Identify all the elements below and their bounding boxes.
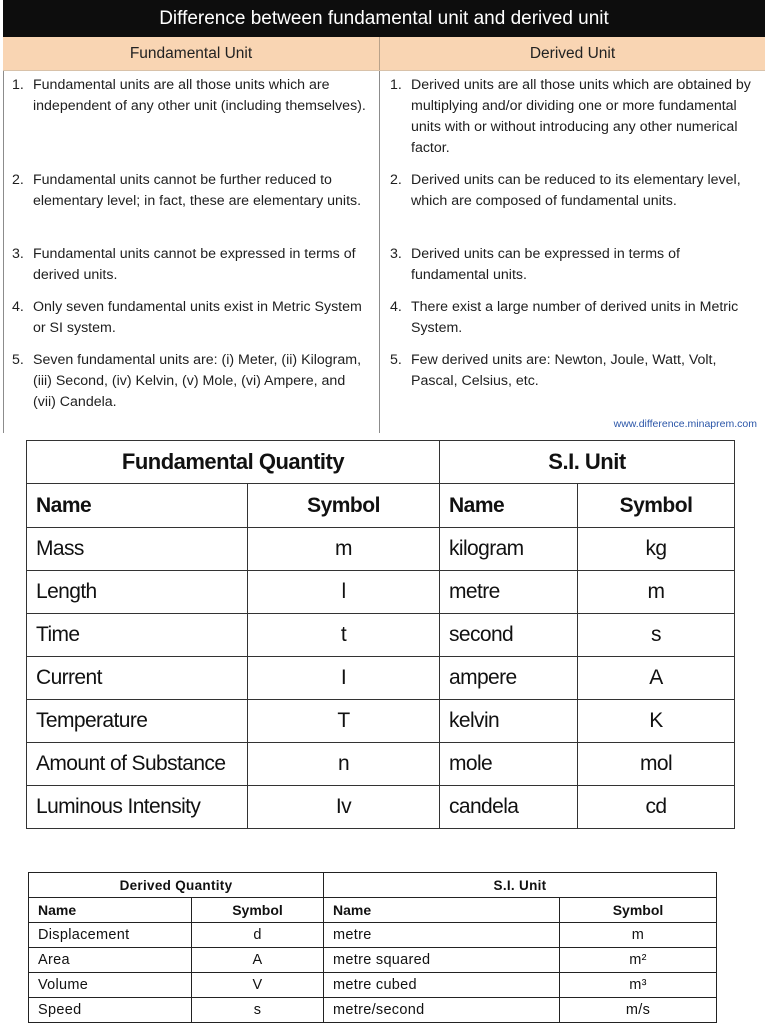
quantity-symbol-cell: V [192, 973, 324, 998]
unit-name-cell: metre/second [324, 998, 560, 1023]
source-url: www.difference.minaprem.com [613, 418, 757, 430]
table-row [27, 700, 735, 743]
si-unit-group-header: S.I. Unit [440, 441, 735, 484]
unit-symbol-cell: m/s [560, 998, 717, 1023]
table-row [29, 923, 717, 948]
unit-name-cell: candela [440, 786, 578, 829]
derived-quantity-group-header: Derived Quantity [29, 873, 324, 898]
unit-symbol-cell: m² [560, 948, 717, 973]
derived-point-1: 1. Derived units are all those units which are obtained by multiplying and/or dividing one or more fundamental units with or without introducing any other numerical factor. [390, 77, 751, 156]
derived-point-4: 4. There exist a large number of derived units in Metric System. [390, 299, 739, 336]
table-row [27, 657, 735, 700]
table-column-header-row [27, 484, 735, 528]
unit-symbol-cell: K [578, 700, 735, 743]
unit-name-cell: metre [324, 923, 560, 948]
fundamental-unit-header: Fundamental Unit [3, 37, 380, 70]
left-border [3, 71, 4, 433]
derived-point-5: 5. Few derived units are: Newton, Joule, Watt, Volt, Pascal, Celsius, etc. [390, 352, 717, 389]
table-row [27, 786, 735, 829]
table-column-header-row [29, 898, 717, 923]
fundamental-quantity-group-header: Fundamental Quantity [27, 441, 440, 484]
quantity-symbol-cell: m [248, 528, 440, 571]
unit-name-cell: mole [440, 743, 578, 786]
unit-name-cell: kilogram [440, 528, 578, 571]
column-header-unit-name: Name [440, 484, 578, 528]
quantity-name-cell: Area [29, 948, 192, 973]
quantity-name-cell: Speed [29, 998, 192, 1023]
fundamental-point-4: 4. Only seven fundamental units exist in Metric System or SI system. [12, 299, 362, 336]
fundamental-point-5: 5. Seven fundamental units are: (i) Meter, (ii) Kilogram, (iii) Second, (iv) Kelvin, (v) Mole, (vi) Ampere, and (vii) Candela. [12, 352, 362, 410]
column-header-unit-name: Name [324, 898, 560, 923]
unit-name-cell: ampere [440, 657, 578, 700]
unit-symbol-cell: cd [578, 786, 735, 829]
table-row [27, 528, 735, 571]
comparison-body [3, 71, 765, 433]
column-divider [379, 71, 380, 433]
table-group-header-row [29, 873, 717, 898]
quantity-symbol-cell: A [192, 948, 324, 973]
column-header-unit-symbol: Symbol [560, 898, 717, 923]
quantity-symbol-cell: I [248, 657, 440, 700]
unit-name-cell: second [440, 614, 578, 657]
comparison-title: Difference between fundamental unit and derived unit [3, 0, 765, 37]
unit-name-cell: kelvin [440, 700, 578, 743]
unit-symbol-cell: m³ [560, 973, 717, 998]
quantity-name-cell: Mass [27, 528, 248, 571]
unit-name-cell: metre [440, 571, 578, 614]
quantity-symbol-cell: t [248, 614, 440, 657]
unit-symbol-cell: A [578, 657, 735, 700]
fundamental-point-3: 3. Fundamental units cannot be expressed in terms of derived units. [12, 246, 356, 283]
quantity-name-cell: Displacement [29, 923, 192, 948]
quantity-name-cell: Length [27, 571, 248, 614]
unit-symbol-cell: s [578, 614, 735, 657]
derived-point-3: 3. Derived units can be expressed in terms of fundamental units. [390, 246, 680, 283]
quantity-symbol-cell: s [192, 998, 324, 1023]
table-row [29, 948, 717, 973]
column-header-name: Name [27, 484, 248, 528]
table-row [27, 571, 735, 614]
quantity-symbol-cell: d [192, 923, 324, 948]
comparison-section [3, 0, 765, 433]
fundamental-point-2: 2. Fundamental units cannot be further reduced to elementary level; in fact, these are elementary units. [12, 172, 362, 209]
quantity-symbol-cell: l [248, 571, 440, 614]
quantity-name-cell: Luminous Intensity [27, 786, 248, 829]
unit-symbol-cell: kg [578, 528, 735, 571]
fundamental-point-1: 1. Fundamental units are all those units which are independent of any other unit (including themselves). [12, 77, 366, 114]
table-row [29, 998, 717, 1023]
unit-symbol-cell: m [560, 923, 717, 948]
table-row [27, 614, 735, 657]
quantity-symbol-cell: T [248, 700, 440, 743]
quantity-name-cell: Amount of Substance [27, 743, 248, 786]
unit-symbol-cell: m [578, 571, 735, 614]
derived-unit-header: Derived Unit [529, 45, 616, 62]
column-header-symbol: Symbol [192, 898, 324, 923]
unit-symbol-cell: mol [578, 743, 735, 786]
column-header-unit-symbol: Symbol [578, 484, 735, 528]
quantity-symbol-cell: Iv [248, 786, 440, 829]
column-header-name: Name [29, 898, 192, 923]
fundamental-quantity-table [26, 440, 735, 829]
table-group-header-row [27, 441, 735, 484]
quantity-name-cell: Volume [29, 973, 192, 998]
column-header-symbol: Symbol [248, 484, 440, 528]
quantity-name-cell: Temperature [27, 700, 248, 743]
quantity-symbol-cell: n [248, 743, 440, 786]
si-unit-group-header: S.I. Unit [324, 873, 717, 898]
derived-point-2: 2. Derived units can be reduced to its elementary level, which are composed of fundamental units. [390, 172, 741, 209]
table-row [27, 743, 735, 786]
quantity-name-cell: Time [27, 614, 248, 657]
comparison-header-row [3, 37, 765, 71]
unit-name-cell: metre cubed [324, 973, 560, 998]
unit-name-cell: metre squared [324, 948, 560, 973]
quantity-name-cell: Current [27, 657, 248, 700]
derived-quantity-table [28, 872, 717, 1023]
table-row [29, 973, 717, 998]
